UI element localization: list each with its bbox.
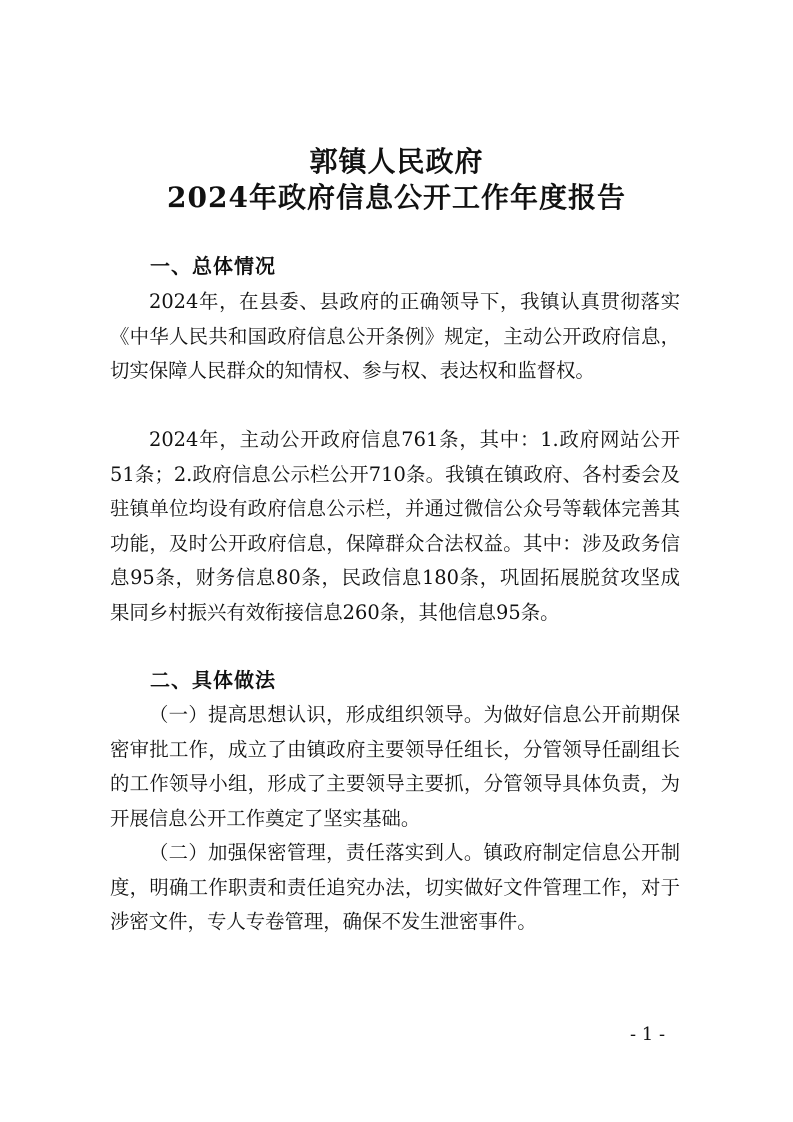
paragraph-practices-1: （一）提高思想认识，形成组织领导。为做好信息公开前期保密审批工作，成立了由镇政府主要领导任组长，分管领导任副组长的工作领导小组，形成了主要领导主要抓，分管领导具体负责，为开展信息公开工作奠定了坚实基础。: [110, 703, 680, 830]
paragraph-overview-1: 2024年，在县委、县政府的正确领导下，我镇认真贯彻落实《中华人民共和国政府信息公开条例》规定，主动公开政府信息，切实保障人民群众的知情权、参与权、表达权和监督权。: [110, 290, 680, 382]
paragraph-overview-2: 2024年，主动公开政府信息761条，其中：1.政府网站公开51条；2.政府信息公示栏公开710条。我镇在镇政府、各村委会及驻镇单位均设有政府信息公示栏，并通过微信公众号等载体完善其功能，及时公开政府信息，保障群众合法权益。其中：涉及政务信息95条，财务信息80条，民政信息180条，巩固拓展脱贫攻坚成果同乡村振兴有效衔接信息260条，其他信息95条。: [110, 428, 680, 624]
document-title-line1: 郭镇人民政府: [309, 145, 484, 178]
section-heading-overview: 一、总体情况: [150, 254, 276, 278]
section-heading-practices: 二、具体做法: [150, 668, 276, 692]
page-number: - 1 -: [630, 1024, 666, 1045]
document-title-line2: 2024年政府信息公开工作年度报告: [167, 181, 626, 214]
paragraph-practices-2: （二）加强保密管理，责任落实到人。镇政府制定信息公开制度，明确工作职责和责任追究办法，切实做好文件管理工作，对于涉密文件，专人专卷管理，确保不发生泄密事件。: [110, 841, 680, 933]
